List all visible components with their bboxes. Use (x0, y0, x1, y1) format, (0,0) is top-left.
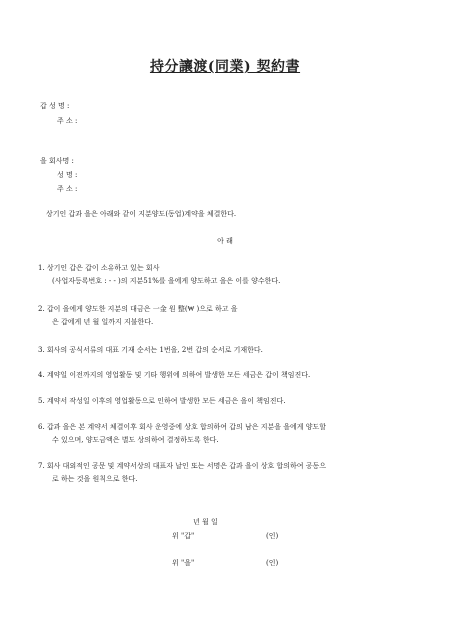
clause-1-line-2: (사업자등록번호 : - - )의 지분51%를 을에게 양도하고 을은 이를 양수한다. (52, 277, 281, 285)
clause-5: 5. 계약서 작성일 이후의 영업활동으로 인하여 발생한 모든 세금은 을이 책임진다. (38, 397, 286, 405)
clause-6-line-2: 수 있으며, 양도금액은 별도 상의하여 결정하도록 한다. (52, 436, 219, 444)
clause-7-line-1: 7. 회사 대외적인 공문 및 계약서상의 대표자 날인 또는 서명은 갑과 을이 상호 합의하여 공동으 (38, 462, 327, 470)
party-b-address-label: 주 소 : (57, 185, 78, 193)
clause-6-line-1: 6. 갑과 을은 본 계약서 체결이후 회사 운영중에 상호 합의하여 갑의 남은 지분을 을에게 양도할 (38, 423, 327, 431)
party-a-address-label: 주 소 : (57, 117, 78, 125)
clause-1-line-1: 1. 상기인 갑은 갑이 소유하고 있는 회사 (38, 264, 160, 272)
below-heading: 아 래 (217, 237, 233, 245)
intro-sentence: 상기인 갑과 을은 아래와 같이 지분양도(동업)계약을 체결한다. (46, 210, 237, 218)
signature-b-seal: (인) (266, 559, 279, 567)
clause-7-line-2: 로 하는 것을 원칙으로 한다. (52, 475, 138, 483)
signature-a-seal: (인) (266, 532, 279, 540)
signature-a-label: 위 "갑" (172, 532, 195, 540)
party-b-name-label: 성 명 : (57, 171, 78, 179)
signature-b-label: 위 "을" (172, 559, 195, 567)
party-a-name-label: 갑 성 명 : (40, 102, 70, 110)
date-line: 년 월 일 (193, 518, 218, 526)
clause-3: 3. 회사의 공식서류의 대표 기재 순서는 1번을, 2번 갑의 순서로 기재한다. (38, 346, 263, 354)
clause-4: 4. 계약일 이전까지의 영업활동 및 기타 행위에 의하여 발생한 모든 세금은 갑이 책임진다. (38, 371, 311, 379)
party-b-company-label: 을 회사명 : (40, 157, 74, 165)
clause-2-line-2: 은 갑에게 년 월 일까지 지불한다. (52, 318, 154, 326)
document-title: 持分讓渡(同業) 契約書 (149, 59, 301, 75)
clause-2-line-1: 2. 갑이 을에게 양도한 지분의 대금은 一金 원 整(₩ )으로 하고 을 (38, 305, 238, 313)
